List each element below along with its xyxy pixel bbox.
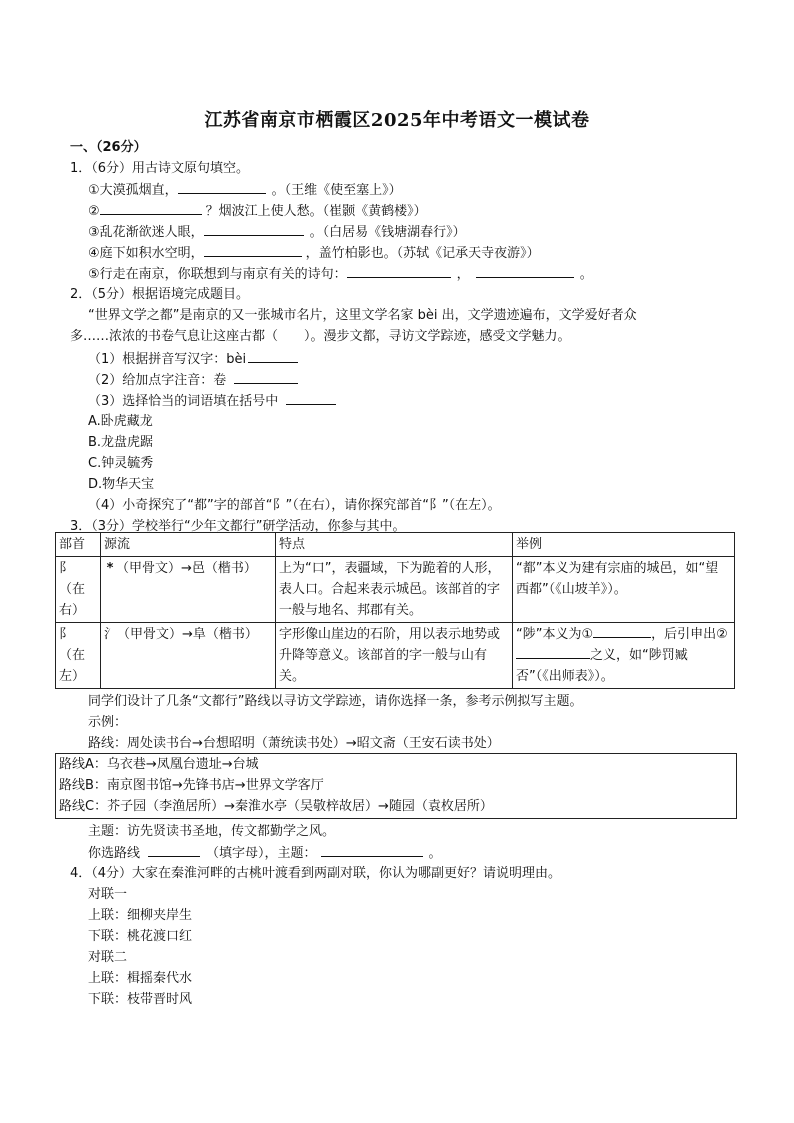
couplet-1-label: 对联一 <box>88 887 128 902</box>
item-text: 行走在南京，你联想到与南京有关的诗句： <box>99 267 347 282</box>
example-text: 之义，如 <box>590 648 643 663</box>
choose-text: 。 <box>428 846 442 861</box>
couplet-1-lower: 下联：桃花渡口红 <box>88 929 193 944</box>
theme-blank[interactable] <box>321 843 423 857</box>
table-header: 源流 <box>101 533 276 557</box>
option-c[interactable]: C.钟灵毓秀 <box>88 456 154 471</box>
item-text: ？烟波江上使人愁。（崔颢《黄鹤楼》） <box>205 204 427 219</box>
answer-blank[interactable] <box>178 180 266 194</box>
q3-choose <box>88 843 442 863</box>
answer-blank[interactable] <box>476 264 574 278</box>
oracle-glyph-icon: * <box>106 561 114 576</box>
item-number: ⑤ <box>88 267 100 282</box>
table-row <box>56 623 735 689</box>
choose-text: 你选路线 <box>88 846 141 861</box>
table-cell-feature: 上为“口”，表疆域，下为跪着的人形，表人口。合起来表示城邑。该部首的字一般与地名、邦郡有关。 <box>276 557 513 623</box>
table-header: 部首 <box>56 533 101 557</box>
item-text: 。（白居易《钱塘湖春行》） <box>309 225 466 240</box>
sub-question-text: （1）根据拼音写汉字：bèi <box>88 352 247 367</box>
answer-blank[interactable] <box>204 222 304 236</box>
item-text: 乱花渐欲迷人眼， <box>99 225 204 240</box>
q4-stem: 4．（4分）大家在秦淮河畔的古桃叶渡看到两副对联，你认为哪副更好？请说明理由。 <box>70 866 562 881</box>
q1-item-3 <box>88 222 466 242</box>
q3-example-label: 示例： <box>88 715 128 730</box>
item-text: ， <box>456 267 470 282</box>
sub-question-text: （3）选择恰当的词语填在括号中 <box>88 394 279 409</box>
example-text: ，后引申出 <box>651 627 717 642</box>
blank-number: ② <box>716 627 728 642</box>
couplet-2-upper: 上联：楫摇秦代水 <box>88 971 193 986</box>
item-text: 。（王维《使至塞上》） <box>271 183 402 198</box>
q2-passage-line-2: 多……浓浓的书卷气息让这座古都（ ）。漫步文都，寻访文学踪迹，感受文学魅力。 <box>70 329 571 344</box>
section-heading: 一、（26分） <box>70 140 147 155</box>
item-text: 庭下如积水空明， <box>99 246 204 261</box>
choose-text: （填字母），主题： <box>206 846 317 861</box>
q2-stem: 2．（5分）根据语境完成题目。 <box>70 287 250 302</box>
exam-title: 江苏省南京市栖霞区2025年中考语文一模试卷 <box>204 110 590 131</box>
q2-sub1 <box>88 349 298 369</box>
table-cell-example <box>513 623 735 689</box>
q2-sub3 <box>88 391 336 411</box>
radical-table <box>55 532 735 689</box>
table-row <box>56 557 735 623</box>
table-header: 特点 <box>276 533 513 557</box>
item-number: ② <box>88 204 100 219</box>
answer-blank[interactable] <box>286 391 336 405</box>
q1-item-5 <box>88 264 593 284</box>
table-header-row <box>56 533 735 557</box>
couplet-2-lower: 下联：枝带晋时风 <box>88 992 193 1007</box>
route-b[interactable]: 路线B：南京图书馆→先锋书店→世界文学客厅 <box>59 778 324 793</box>
answer-blank[interactable] <box>204 243 302 257</box>
table-cell-origin <box>101 557 276 623</box>
item-number: ① <box>88 183 100 198</box>
q3-theme: 主题：访先贤读书圣地，传文都勤学之风。 <box>88 824 336 839</box>
answer-blank[interactable] <box>248 349 298 363</box>
q2-passage-line-1: “世界文学之都”是南京的又一张城市名片，这里文学名家 bèi 出，文学遗迹遍布，文学爱好者众 <box>88 308 637 323</box>
q1-item-2 <box>88 201 427 221</box>
answer-blank[interactable] <box>100 201 202 215</box>
q1-stem: 1．（6分）用古诗文原句填空。 <box>70 161 250 176</box>
table-cell-radical: 阝（在右） <box>56 557 101 623</box>
route-options-box <box>55 753 737 819</box>
example-text: “陟”本义为 <box>516 627 582 642</box>
table-header: 举例 <box>513 533 735 557</box>
example-text: “陟罚臧否”（《出师表》）。 <box>516 648 688 684</box>
answer-blank[interactable] <box>347 264 451 278</box>
route-c[interactable]: 路线C：芥子园（李渔居所）→秦淮水亭（吴敬梓故居）→随园（袁枚居所） <box>59 799 493 814</box>
couplet-1-upper: 上联：细柳夹岸生 <box>88 908 193 923</box>
item-text: 大漠孤烟直， <box>99 183 178 198</box>
blank-number: ① <box>581 627 594 642</box>
route-a[interactable]: 路线A：乌衣巷→凤凰台遗址→台城 <box>59 757 259 772</box>
item-number: ③ <box>88 225 100 240</box>
option-d[interactable]: D.物华天宝 <box>88 477 155 492</box>
sub-question-text: （2）给加点字注音：卷 <box>88 373 227 388</box>
q3-example-route: 路线：周处读书台→台想昭明（萧统读书处）→昭文斋（王安石读书处） <box>88 736 500 751</box>
answer-blank[interactable] <box>234 370 298 384</box>
q3-stem: 3．（3分）学校举行“少年文都行”研学活动，你参与其中。 <box>70 519 406 534</box>
q2-sub2 <box>88 370 298 390</box>
table-cell-radical: 阝（在左） <box>56 623 101 689</box>
item-text: 。 <box>579 267 593 282</box>
couplet-2-label: 对联二 <box>88 950 128 965</box>
origin-text: （甲骨文）→邑（楷书） <box>116 561 257 576</box>
table-cell-example: “都”本义为建有宗庙的城邑，如“望西都”（《山坡羊》）。 <box>513 557 735 623</box>
option-b[interactable]: B.龙盘虎踞 <box>88 435 154 450</box>
table-cell-origin: 氵（甲骨文）→阜（楷书） <box>101 623 276 689</box>
answer-blank[interactable] <box>516 645 590 659</box>
q1-item-4 <box>88 243 540 263</box>
route-letter-blank[interactable] <box>148 843 200 857</box>
item-number: ④ <box>88 246 100 261</box>
q1-item-1 <box>88 180 402 200</box>
table-cell-feature: 字形像山崖边的石阶，用以表示地势或升降等意义。该部首的字一般与山有关。 <box>276 623 513 689</box>
q3-intro: 同学们设计了几条“文都行”路线以寻访文学踪迹，请你选择一条，参考示例拟写主题。 <box>88 694 583 709</box>
answer-blank[interactable] <box>593 624 651 638</box>
q2-sub4: （4）小奇探究了“都”字的部首“阝”（在右），请你探究部首“阝”（在左）。 <box>88 498 501 513</box>
item-text: ，盖竹柏影也。（苏轼《记承天寺夜游》） <box>305 246 540 261</box>
option-a[interactable]: A.卧虎藏龙 <box>88 414 153 429</box>
